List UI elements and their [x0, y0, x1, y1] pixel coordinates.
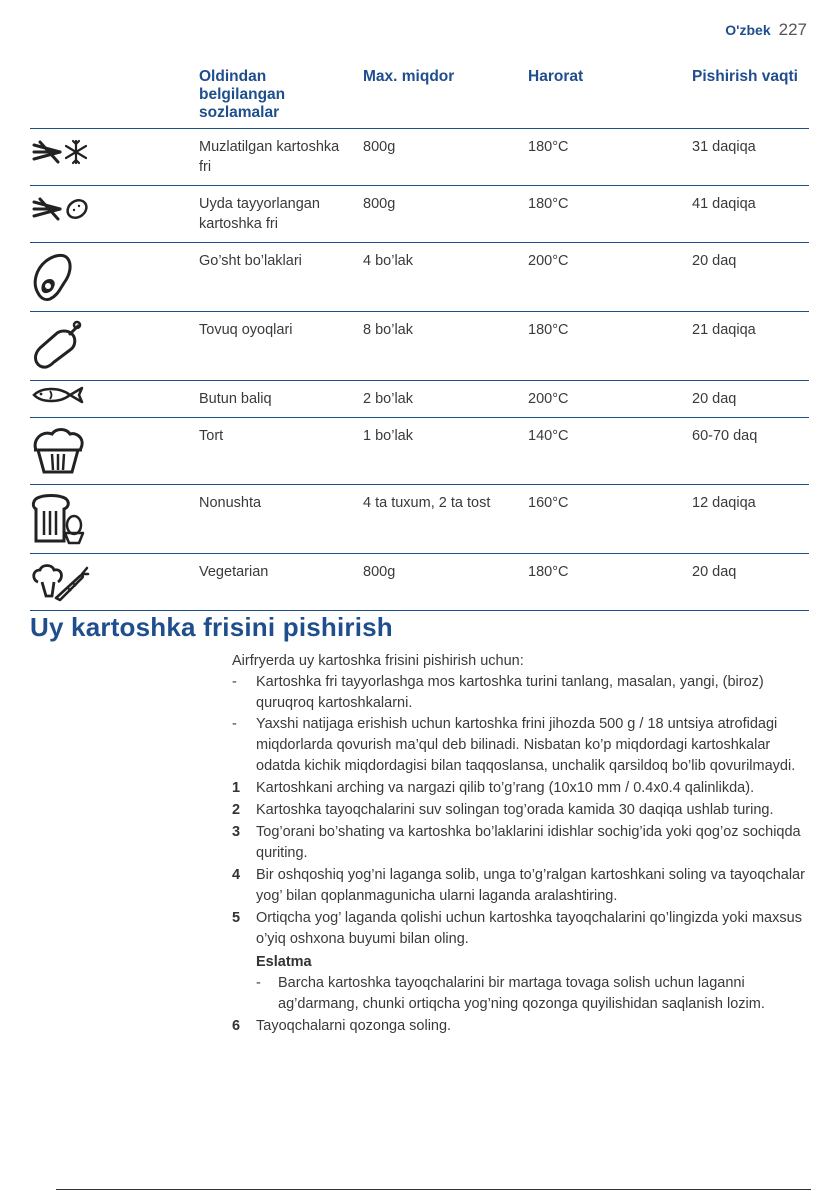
temperature: 180°C: [528, 129, 692, 186]
page-number: 227: [778, 20, 807, 39]
temperature: 180°C: [528, 312, 692, 381]
max-amount: 2 bo’lak: [363, 381, 528, 418]
table-row: [30, 129, 809, 186]
preset-name: Butun baliq: [199, 381, 363, 418]
tip-text: Kartoshka fri tayyorlashga mos kartoshka turini tanlang, masalan, yangi, (biroz) quruqroq kartoshkalarni.: [256, 674, 764, 711]
max-amount: 8 bo’lak: [363, 312, 528, 381]
table-row: [30, 243, 809, 312]
preset-name: Tovuq oyoqlari: [199, 312, 363, 381]
table-row: [30, 485, 809, 554]
drumstick-icon: [30, 320, 82, 372]
cooking-time: 12 daqiqa: [692, 485, 809, 554]
step-number: 4: [232, 867, 241, 883]
preset-name: Nonushta: [199, 485, 363, 554]
vegetable-icon: [30, 562, 90, 602]
max-amount: 800g: [363, 186, 528, 243]
step-item: [232, 1016, 812, 1037]
note-block: [256, 952, 812, 1015]
step-number: 5: [232, 910, 241, 926]
meat-icon: [30, 251, 74, 303]
preset-name: Uyda tayyorlangan kartoshka fri: [199, 186, 363, 243]
max-amount: 800g: [363, 554, 528, 611]
note-title: Eslatma: [256, 954, 312, 970]
cooking-time: 21 daqiqa: [692, 312, 809, 381]
temperature: 180°C: [528, 554, 692, 611]
table-row: [30, 418, 809, 485]
section-content: [232, 651, 812, 1037]
max-amount: 800g: [363, 129, 528, 186]
preset-name: Go’sht bo’laklari: [199, 243, 363, 312]
max-amount: 4 ta tuxum, 2 ta tost: [363, 485, 528, 554]
step-number: 3: [232, 824, 241, 840]
temperature: 160°C: [528, 485, 692, 554]
language-label: O'zbek: [725, 22, 771, 38]
table-row: [30, 312, 809, 381]
cooking-time: 20 daq: [692, 243, 809, 312]
fish-icon: [30, 385, 86, 405]
step-text: Bir oshqoshiq yog’ni laganga solib, unga to’g’ralgan kartoshkani soling va tayoqchalar yog’ bilan qoplanmagunicha ularni laganda aralashtiring.: [256, 867, 805, 904]
list-item: [256, 973, 812, 1015]
table-row: [30, 186, 809, 243]
step-text: Kartoshkani arching va nargazi qilib to’g’rang (10x10 mm / 0.4x0.4 qalinlikda).: [256, 780, 755, 796]
header-max-amount: Max. miqdor: [363, 68, 455, 85]
max-amount: 4 bo’lak: [363, 243, 528, 312]
preset-name: Tort: [199, 418, 363, 485]
header-temperature: Harorat: [528, 68, 584, 85]
homemade-fries-icon: [30, 194, 90, 224]
step-number: 6: [232, 1018, 241, 1034]
page-header: [725, 20, 807, 40]
tip-text: Yaxshi natijaga erishish uchun kartoshka frini jihozda 500 g / 18 untsiya atrofidagi miqdorlarda qovurish ma’qul deb bilinadi. Nisbatan ko’p miqdordagi kartoshkalar odatda kichik miqdordagisi bilan taqqoslansa, unchalik qarsildoq bo’lib qovurilmaydi.: [256, 716, 796, 774]
step-text: Ortiqcha yog’ laganda qolishi uchun kartoshka tayoqchalarini qo’lingizda yoki maxsus o’yiq oshxona buyumi bilan oling.: [256, 910, 802, 947]
cooking-time: 41 daqiqa: [692, 186, 809, 243]
temperature: 200°C: [528, 243, 692, 312]
step-text: Kartoshka tayoqchalarini suv solingan tog’orada kamida 30 daqiqa ushlab turing.: [256, 802, 774, 818]
step-text: Tog’orani bo’shating va kartoshka bo’laklarini idishlar sochig’ida yoki qog’oz sochiqda quriting.: [256, 824, 801, 861]
header-presets: Oldindan belgilangan sozlamalar: [199, 68, 286, 121]
dash-marker: -: [256, 975, 261, 991]
step-item: [232, 778, 812, 799]
header-icon-column: [30, 66, 199, 129]
cooking-time: 60-70 daq: [692, 418, 809, 485]
section-title: Uy kartoshka frisini pishirish: [30, 612, 393, 642]
temperature: 200°C: [528, 381, 692, 418]
step-item: [232, 908, 812, 950]
header-cooking-time: Pishirish vaqti: [692, 68, 798, 85]
muffin-icon: [30, 426, 86, 476]
step-number: 2: [232, 802, 241, 818]
table-row: [30, 381, 809, 418]
step-item: [232, 800, 812, 821]
max-amount: 1 bo’lak: [363, 418, 528, 485]
step-item: [232, 865, 812, 907]
cooking-time: 20 daq: [692, 381, 809, 418]
preset-table: [30, 66, 809, 611]
list-item: [232, 672, 812, 714]
dash-marker: -: [232, 674, 237, 690]
breakfast-icon: [30, 493, 86, 545]
note-text: Barcha kartoshka tayoqchalarini bir martaga tovaga solish uchun laganni ag’darmang, chunki ortiqcha yog’ning qozonga quyilishidan saqlanish lozim.: [278, 975, 765, 1012]
intro-text: Airfryerda uy kartoshka frisini pishirish uchun:: [232, 653, 524, 669]
table-header-row: [30, 66, 809, 129]
footer-divider: [56, 1189, 811, 1190]
frozen-fries-icon: [30, 137, 90, 167]
temperature: 180°C: [528, 186, 692, 243]
preset-name: Muzlatilgan kartoshka fri: [199, 129, 363, 186]
cooking-time: 20 daq: [692, 554, 809, 611]
table-row: [30, 554, 809, 611]
preset-name: Vegetarian: [199, 554, 363, 611]
dash-marker: -: [232, 716, 237, 732]
cooking-time: 31 daqiqa: [692, 129, 809, 186]
step-number: 1: [232, 780, 241, 796]
temperature: 140°C: [528, 418, 692, 485]
list-item: [232, 714, 812, 777]
step-item: [232, 822, 812, 864]
step-text: Tayoqchalarni qozonga soling.: [256, 1018, 452, 1034]
